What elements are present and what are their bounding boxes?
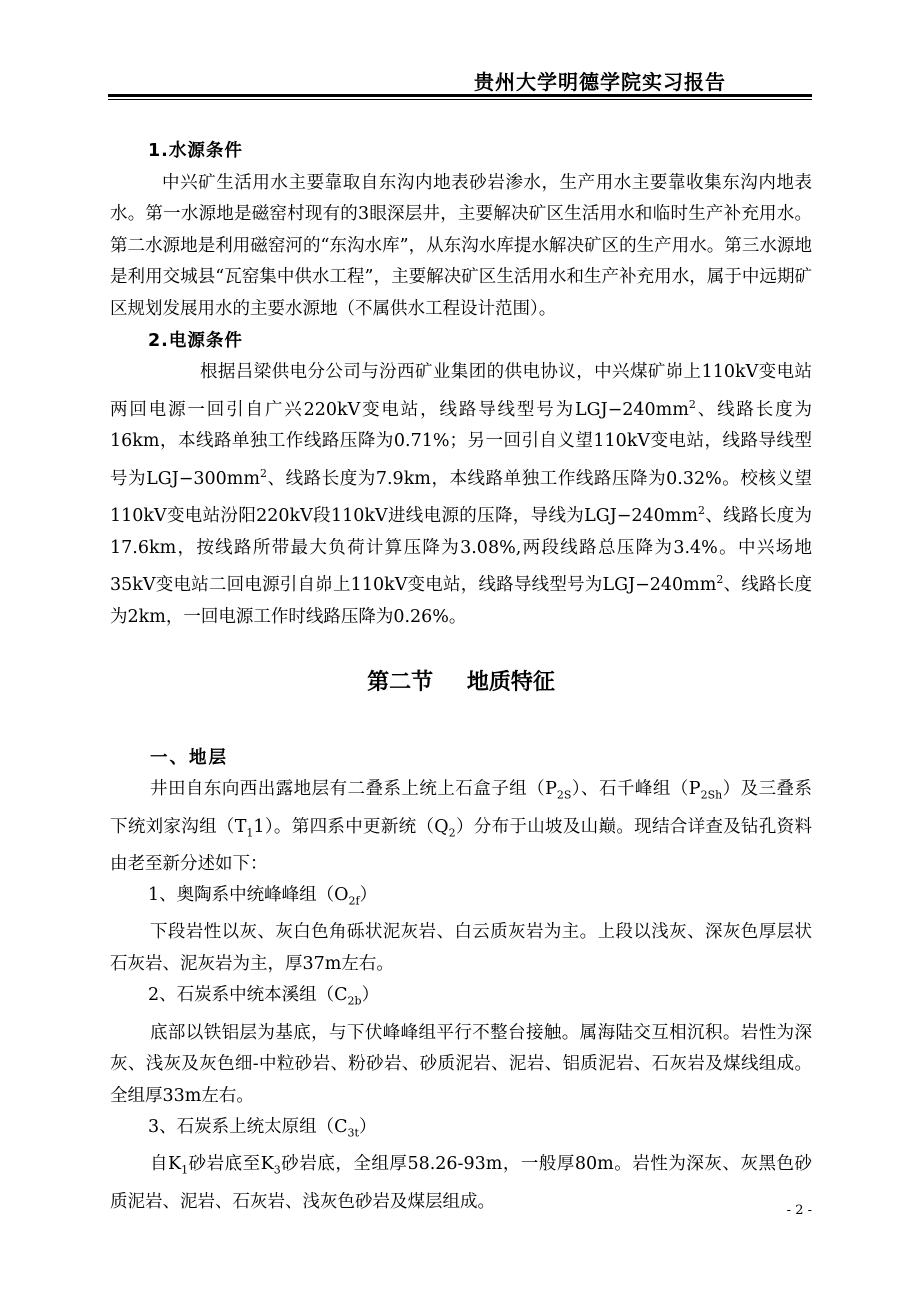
power-text-part: 、线路长度为2km，一回电源工作时线路压降为0.26%。 [110,575,813,627]
subscript: 1 [181,1163,189,1177]
water-source-paragraph: 中兴矿生活用水主要靠取自东沟内地表砂岩渗水，生产用水主要靠收集东沟内地表水。第一水源地是磁窑村现有的3眼深层井，主要解决矿区生活用水和临时生产补充用水。第二水源地是利用磁窑河的“东沟水库”，从东沟水库提水解决矿区的生产用水。第三水源地是利用交城县“瓦窑集中供水工程”，主要解决矿区生活用水和生产补充用水，属于中远期矿区规划发展用水的主要水源地（不属供水工程设计范围）。 [110,172,812,319]
strata-text-part: ）分布于山坡及山巅。现结合详查及钻孔资料由老至新分述如下： [110,816,813,874]
item-text: 2、石炭系中统本溪组（C [148,985,348,1006]
power-source-heading: 2.电源条件 [148,330,243,351]
strata-text-part: ）、石千峰组（P [571,779,701,800]
strata-item-2-text: 底部以铁铝层为基底，与下伏峰峰组平行不整台接触。属海陆交互相沉积。岩性为深灰、浅灰及灰色细-中粒砂岩、粉砂岩、砂质泥岩、泥岩、铝质泥岩、石灰岩及煤线组成。全组厚33m左右。 [110,1022,812,1106]
item-text: 1、奥陶系中统峰峰组（O [148,885,349,906]
subscript: 2 [448,826,456,839]
subscript: 2f [348,894,360,908]
strata-text-part: 1）。第四系中更新统（Q [253,816,449,837]
water-source-heading: 1.水源条件 [148,141,243,161]
item-text: 砂岩底至K [188,1154,274,1175]
power-text-part: 、线路长度为16km，本线路单独工作线路压降为0.71%；另一回引自义望110kV变电站，线路导线型号为LGJ−300mm [110,399,812,489]
power-text-part: 、线路长度为17.6km，按线路所带最大负荷计算压降为3.08%,两段线路总压降为3.4%。中兴场地35kV变电站二回电源引自峁上110kV变电站，线路导线型号为LGJ−240mm [110,506,812,596]
page-content [110,136,812,1218]
item-text: 3、石炭系上统太原组（C [148,1117,348,1138]
item-text: ） [359,885,378,906]
item-text: 自K [150,1154,182,1175]
strata-heading: 一、地层 [150,747,228,768]
superscript-2: 2 [716,573,724,587]
subscript: 3 [273,1163,281,1177]
section-title: 第二节 地质特征 [367,670,555,696]
subscript: 1 [246,826,254,839]
subscript: 2Sh [700,788,723,802]
strata-paragraph [110,774,812,880]
subscript: 2S [556,788,572,802]
superscript-2: 2 [697,504,705,518]
header-rule-thick [108,94,812,97]
strata-item-1-heading [110,880,812,917]
power-text-part: 、线路长度为7.9km，本线路单独工作线路压降为0.32%。校核义望110kV变电站汾阳220kV段110kV进线电源的压降，导线为LGJ−240mm [110,468,812,527]
strata-text-part: 井田自东向西出露地层有二叠系上统上石盒子组（P [150,779,557,800]
strata-item-1-text: 下段岩性以灰、灰白色角砾状泥灰岩、白云质灰岩为主。上段以浅灰、深灰色厚层状石灰岩、泥灰岩为主，厚37m左右。 [110,922,812,974]
subscript: 3t [347,1126,359,1140]
strata-text-part: ）及三叠系下统刘家沟组（T [110,779,812,837]
item-text: ） [358,1117,377,1138]
page-number: - 2 - [786,1203,812,1218]
power-text-part: 根据吕梁供电分公司与汾西矿业集团的供电协议，中兴煤矿峁上110kV变电站两回电源一回引自广兴220kV变电站，线路导线型号为LGJ−240mm [110,362,812,420]
subscript: 2b [347,994,362,1008]
power-source-paragraph [110,357,812,633]
header-rule-thin [108,99,812,100]
item-text: ） [361,985,380,1006]
superscript-2: 2 [259,466,267,480]
strata-item-3-text [110,1149,812,1218]
superscript-2: 2 [688,397,696,411]
strata-item-2-heading [110,980,812,1017]
report-header-title: 贵州大学明德学院实习报告 [474,70,726,94]
strata-item-3-heading [110,1112,812,1149]
item-text: 砂岩底，全组厚58.26-93m，一般厚80m。岩性为深灰、灰黑色砂质泥岩、泥岩、石灰岩、浅灰色砂岩及煤层组成。 [110,1154,812,1212]
